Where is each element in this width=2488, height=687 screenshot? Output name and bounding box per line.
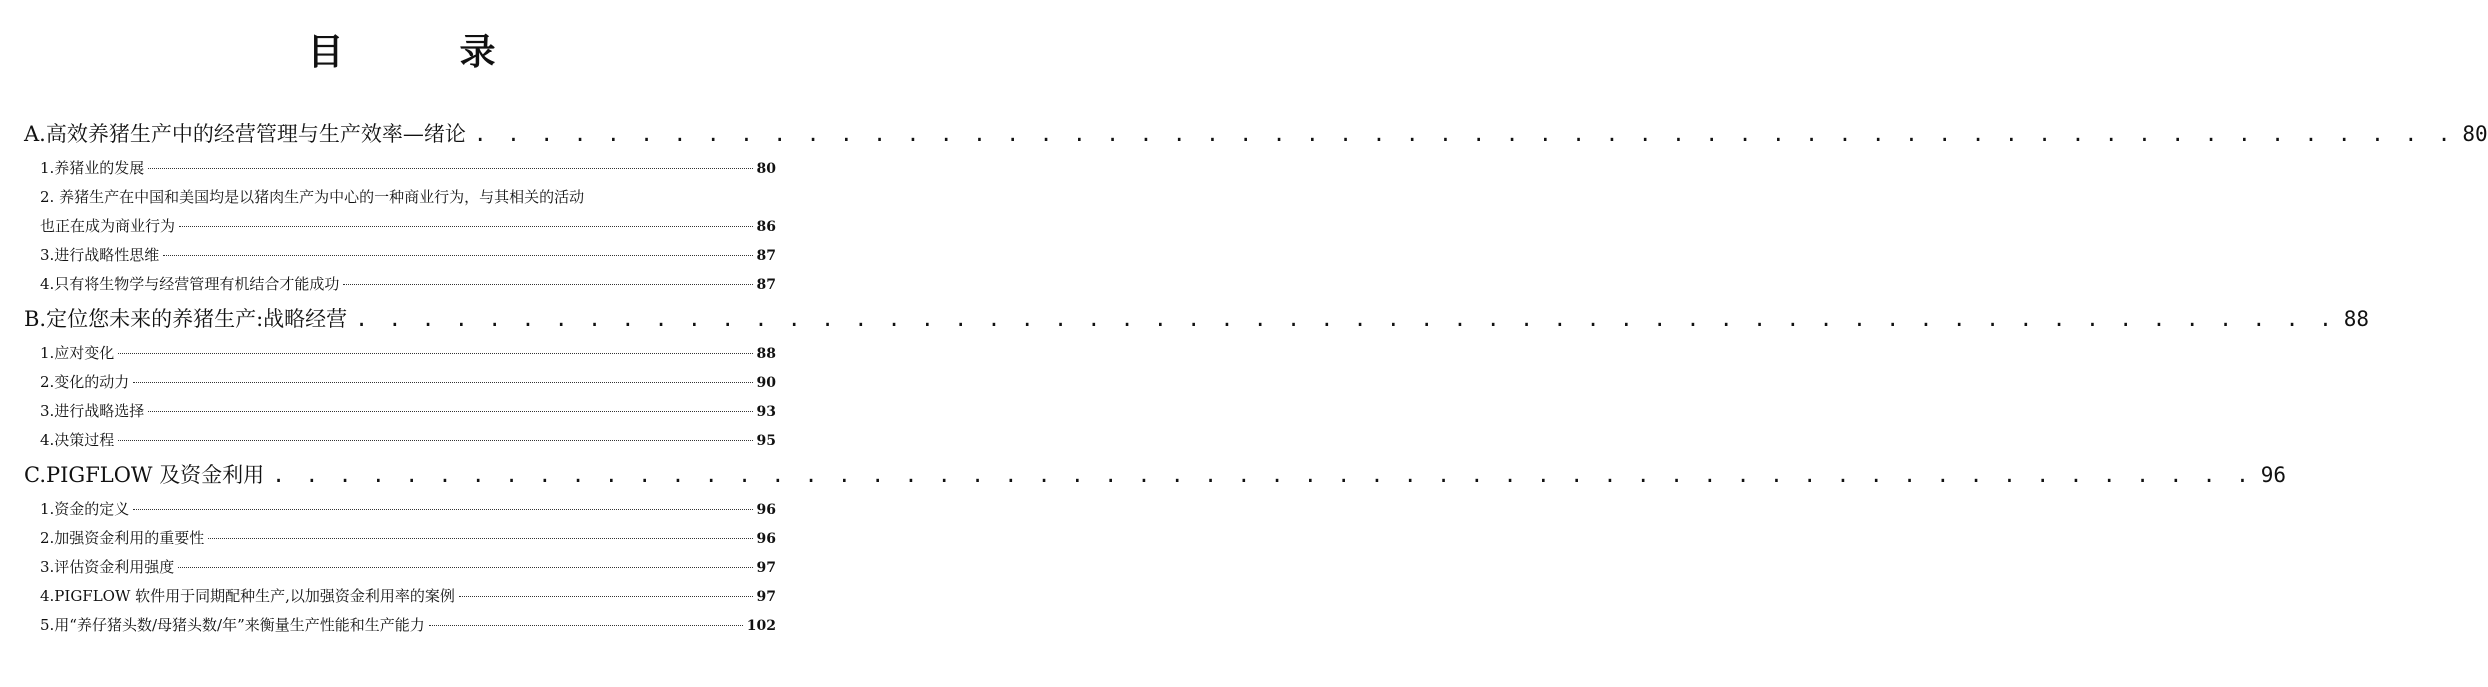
toc-entry[interactable] (24, 183, 776, 241)
toc-entry[interactable] (24, 270, 776, 299)
toc-entry[interactable] (24, 154, 776, 183)
dot-leader (118, 352, 752, 354)
page-title: 目 录 (307, 31, 536, 73)
toc-entry[interactable] (24, 397, 776, 426)
page-number: 88 (756, 346, 776, 362)
toc-entry[interactable] (24, 611, 776, 640)
dot-leader: . . . . . . . . . . . . . . . . . . . . . . . . . . . . . . . . . . . . . . . . . . . . . . . . . . . . . . . . . . . . (473, 122, 2455, 146)
dot-leader (133, 381, 752, 383)
toc-section-c[interactable] (24, 455, 2287, 495)
toc-section-a[interactable] (24, 114, 2488, 154)
page-number: 86 (756, 219, 776, 235)
toc-entry[interactable] (24, 553, 776, 582)
entry-label: 4.只有将生物学与经营管理有机结合才能成功 (40, 275, 340, 293)
toc-entry[interactable] (24, 339, 776, 368)
dot-leader (118, 439, 752, 441)
page-number: 80 (2462, 122, 2488, 146)
dot-leader (148, 167, 752, 169)
dot-leader: . . . . . . . . . . . . . . . . . . . . . . . . . . . . . . . . . . . . . . . . . . . . . . . . . . . . . . . . . . . . (355, 307, 2336, 331)
entry-label: 3.进行战略性思维 (40, 246, 160, 264)
table-of-contents (24, 114, 2488, 640)
toc-entry[interactable] (24, 241, 776, 270)
entry-label: 3.进行战略选择 (40, 402, 145, 420)
entry-label: 3.评估资金利用强度 (40, 558, 175, 576)
page-number: 97 (756, 560, 776, 576)
toc-entry[interactable] (24, 368, 776, 397)
dot-leader (163, 254, 752, 256)
dot-leader (179, 225, 753, 227)
section-label: A.高效养猪生产中的经营管理与生产效率—绪论 (24, 122, 466, 146)
dot-leader (178, 566, 752, 568)
dot-leader (133, 508, 752, 510)
dot-leader (429, 624, 743, 626)
page-number: 88 (2343, 307, 2370, 331)
page-number: 87 (756, 277, 776, 293)
section-label: B.定位您未来的养猪生产:战略经营 (24, 307, 348, 331)
page-number: 96 (756, 531, 776, 547)
page-number: 97 (756, 589, 776, 605)
page-number: 87 (756, 248, 776, 264)
page-number: 95 (756, 433, 776, 449)
dot-leader (343, 283, 752, 285)
toc-section-b[interactable] (24, 299, 2370, 339)
toc-entry[interactable] (24, 426, 776, 455)
toc-entry[interactable] (24, 495, 776, 524)
dot-leader (148, 410, 752, 412)
entry-label: 4.决策过程 (40, 431, 115, 449)
page-number: 102 (746, 618, 776, 634)
section-label: C.PIGFLOW 及资金利用 (24, 463, 265, 487)
toc-entry[interactable] (24, 524, 776, 553)
page-number: 96 (2260, 463, 2287, 487)
entry-label: 1.资金的定义 (40, 500, 130, 518)
dot-leader: . . . . . . . . . . . . . . . . . . . . . . . . . . . . . . . . . . . . . . . . . . . . . . . . . . . . . . . . . . . . (272, 463, 2253, 487)
entry-label: 1.应对变化 (40, 344, 115, 362)
page-number: 90 (756, 375, 776, 391)
page-number: 96 (756, 502, 776, 518)
entry-label-continued: 也正在成为商业行为 (40, 217, 176, 235)
page-number: 93 (756, 404, 776, 420)
toc-entry[interactable] (24, 582, 776, 611)
entry-label: 2.变化的动力 (40, 373, 130, 391)
entry-label: 2. 养猪生产在中国和美国均是以猪肉生产为中心的一种商业行为，与其相关的活动 (40, 188, 585, 206)
entry-label: 1.养猪业的发展 (40, 159, 145, 177)
entry-label: 5.用“养仔猪头数/母猪头数/年”来衡量生产性能和生产能力 (40, 616, 425, 634)
dot-leader (459, 595, 753, 597)
page-number: 80 (756, 161, 776, 177)
entry-label: 2.加强资金利用的重要性 (40, 529, 205, 547)
entry-label: 4.PIGFLOW 软件用于同期配种生产,以加强资金利用率的案例 (40, 587, 455, 605)
dot-leader (208, 537, 752, 539)
